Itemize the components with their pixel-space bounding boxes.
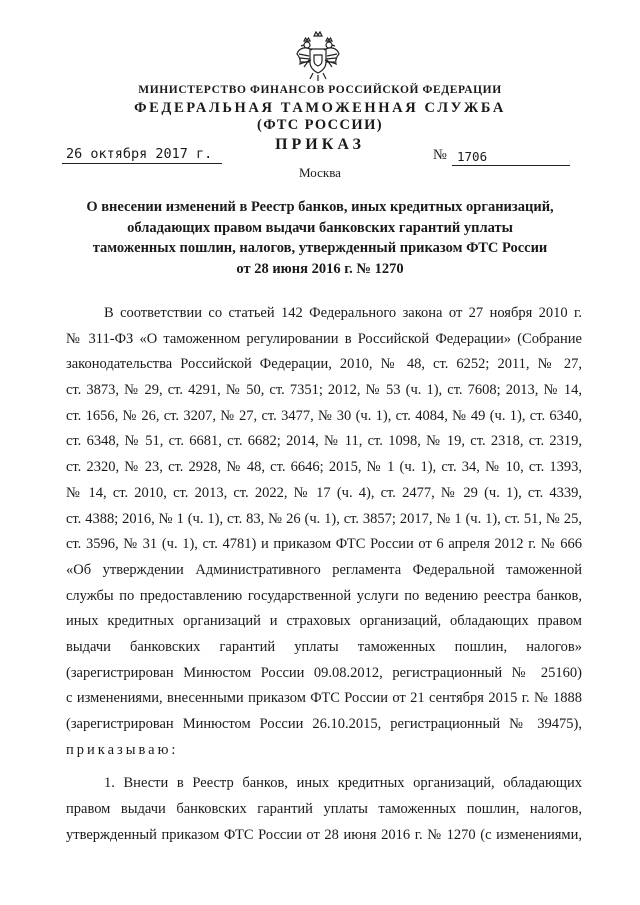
title-line: таможенных пошлин, налогов, утвержденный приказом ФТС России	[92, 240, 548, 256]
title-line: от 28 июня 2016 г. № 1270	[236, 260, 404, 277]
body-line: ст. 2320, № 23, ст. 2928, № 48, ст. 6646; 2015, № 1 (ч. 1), ст. 34, № 10, ст. 1393,	[66, 459, 582, 476]
order-number: 1706	[457, 149, 488, 164]
body-line: 1. Внести в Реестр банков, иных кредитных организаций, обладающих	[104, 775, 582, 792]
service-abbreviation: (ФТС РОССИИ)	[256, 117, 384, 133]
order-body	[66, 301, 582, 848]
body-line: ст. 3873, № 29, ст. 4291, № 50, ст. 7351; 2012, № 53 (ч. 1), ст. 7608; 2013, № 14,	[66, 382, 582, 399]
body-line: законодательства Российской Федерации, 2010, № 48, ст. 6252; 2011, № 27,	[66, 356, 582, 373]
body-line: с изменениями, внесенными приказом ФТС России от 21 сентября 2015 г. № 1888	[66, 690, 582, 707]
body-line: ст. 1656, № 26, ст. 3207, № 27, ст. 3477, № 30 (ч. 1), ст. 4084, № 49 (ч. 1), ст. 6340,	[66, 407, 582, 424]
body-line: В соответствии со статьей 142 Федерального закона от 27 ноября 2010 г.	[104, 305, 582, 321]
body-line: (зарегистрирован Минюстом России 09.08.2012, регистрационный № 25160)	[66, 664, 582, 681]
body-line: № 311-ФЗ «О таможенном регулировании в Российской Федерации» (Собрание	[66, 330, 582, 347]
body-line: службы по предоставлению государственной услуги по ведению реестра банков,	[66, 587, 582, 604]
body-line: выдачи банковских гарантий уплаты таможенных пошлин, налогов»	[66, 638, 582, 655]
title-line: обладающих правом выдачи банковских гарантий уплаты	[127, 219, 513, 236]
body-line: № 14, ст. 2010, ст. 2013, ст. 2022, № 17 (ч. 4), ст. 2477, № 29 (ч. 1), ст. 4339,	[66, 484, 582, 501]
double-headed-eagle-emblem	[295, 30, 341, 82]
order-directive: приказываю:	[66, 741, 179, 758]
body-line: ст. 3596, № 31 (ч. 1), ст. 4781) и приказом ФТС России от 6 апреля 2012 г. № 666	[66, 536, 582, 553]
city: Москва	[299, 165, 341, 180]
body-line: ст. 6348, № 51, ст. 6681, ст. 6682; 2014, № 11, ст. 1098, № 19, ст. 2318, ст. 2319,	[66, 433, 582, 450]
service-name: ФЕДЕРАЛЬНАЯ ТАМОЖЕННАЯ СЛУЖБА	[134, 100, 506, 116]
body-line: (зарегистрирован Минюстом России 26.10.2015, регистрационный № 39475),	[66, 716, 582, 732]
order-date: 26 октября 2017 г.	[66, 146, 213, 162]
order-title	[60, 197, 580, 279]
date-underline	[62, 163, 222, 164]
body-line: утвержденный приказом ФТС России от 28 июня 2016 г. № 1270 (с изменениями,	[66, 826, 582, 843]
title-line: О внесении изменений в Реестр банков, иных кредитных организаций,	[86, 199, 554, 215]
body-line: ст. 4388; 2016, № 1 (ч. 1), ст. 83, № 26 (ч. 1), ст. 3857; 2017, № 1 (ч. 1), ст. 51, № 25,	[66, 510, 582, 527]
body-line: правом выдачи банковских гарантий уплаты таможенных пошлин, налогов,	[66, 801, 582, 818]
number-sign: №	[433, 147, 447, 163]
document-type: ПРИКАЗ	[275, 136, 365, 153]
body-line: «Об утверждении Административного регламента Федеральной таможенной	[66, 561, 582, 578]
ministry-name: МИНИСТЕРСТВО ФИНАНСОВ РОССИЙСКОЙ ФЕДЕРАЦИИ	[138, 84, 502, 96]
body-line: иных кредитных организаций и страховых организаций, обладающих правом	[66, 613, 582, 630]
